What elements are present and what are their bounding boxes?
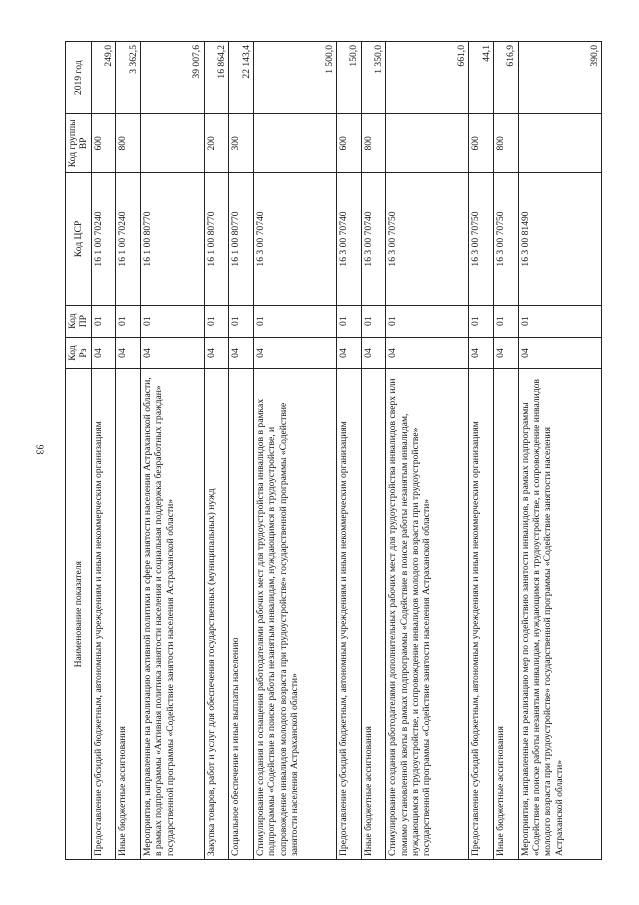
cell-rz: 04 [386, 337, 469, 369]
cell-vr: 800 [494, 114, 519, 173]
cell-amount: 16 864,2 [204, 42, 229, 114]
cell-vr: 200 [204, 114, 229, 173]
cell-vr [253, 114, 336, 173]
header-csr: Код ЦСР [66, 173, 92, 305]
cell-rz: 04 [469, 337, 494, 369]
cell-csr: 16 3 00 70740 [337, 173, 362, 305]
cell-csr: 16 3 00 70740 [361, 173, 386, 305]
header-year: 2019 год [66, 42, 92, 114]
cell-csr: 16 3 00 81490 [518, 173, 601, 305]
header-name: Наименование показателя [66, 369, 92, 860]
cell-vr: 600 [91, 114, 116, 173]
cell-amount: 22 143,4 [229, 42, 254, 114]
cell-vr: 600 [469, 114, 494, 173]
cell-csr: 16 3 00 70740 [253, 173, 336, 305]
cell-csr: 16 3 00 70750 [386, 173, 469, 305]
cell-name: Мероприятия, направленные на реализацию активной политики в сфере занятости населения Астраханской области, в рамках подпрограммы «Активная политика занятости населения и социальная поддержка безработных граждан» государственной программы «Содействие занятости населения Астраханской области» [140, 369, 204, 860]
cell-name: Мероприятия, направленные на реализацию мер по содействию занятости инвалидов, в рамках подпрограммы «Содействие в поиске работы незанятым инвалидам, нуждающимся в трудоустройстве, и сопровождение инвалидов молодого возраста при трудоустройстве» государственной программы «Содействие занятости населения Астраханской области» [518, 369, 601, 860]
cell-csr: 16 1 00 70240 [91, 173, 116, 305]
cell-vr [386, 114, 469, 173]
cell-csr: 16 1 00 70240 [116, 173, 141, 305]
cell-name: Предоставление субсидий бюджетным, автономным учреждениям и иным некоммерческим организациям [469, 369, 494, 860]
table-row [116, 42, 141, 860]
cell-name: Социальное обеспечение и иные выплаты населению [229, 369, 254, 860]
cell-pr: 01 [229, 305, 254, 337]
cell-pr: 01 [386, 305, 469, 337]
cell-csr: 16 1 00 80770 [204, 173, 229, 305]
cell-csr: 16 3 00 70750 [494, 173, 519, 305]
cell-vr [518, 114, 601, 173]
cell-vr: 600 [337, 114, 362, 173]
cell-vr: 300 [229, 114, 254, 173]
cell-amount: 1 500,0 [253, 42, 336, 114]
cell-rz: 04 [518, 337, 601, 369]
table-row [518, 42, 601, 860]
cell-amount: 39 007,6 [140, 42, 204, 114]
cell-rz: 04 [361, 337, 386, 369]
budget-table [65, 41, 602, 860]
cell-name: Стимулирование создания и оснащения работодателями рабочих мест для трудоустройства инвалидов в рамках подпрограммы «Содействие в поиске работы незанятым инвалидам, нуждающимся в трудоустройстве, и сопровождение инвалидов молодого возраста при трудоустройстве» государственной программы «Содействие занятости населения Астраханской области» [253, 369, 336, 860]
cell-pr: 01 [469, 305, 494, 337]
table-row [253, 42, 336, 860]
cell-amount: 616,9 [494, 42, 519, 114]
cell-pr: 01 [361, 305, 386, 337]
table-row [494, 42, 519, 860]
cell-pr: 01 [91, 305, 116, 337]
cell-pr: 01 [494, 305, 519, 337]
header-rz: Код Рз [66, 337, 92, 369]
cell-pr: 01 [337, 305, 362, 337]
table-row [91, 42, 116, 860]
table-row [204, 42, 229, 860]
cell-amount: 150,0 [337, 42, 362, 114]
header-pr: Код ПР [66, 305, 92, 337]
cell-csr: 16 3 00 70750 [469, 173, 494, 305]
cell-rz: 04 [229, 337, 254, 369]
table-row [337, 42, 362, 860]
cell-csr: 16 1 00 80770 [140, 173, 204, 305]
cell-amount: 661,0 [386, 42, 469, 114]
cell-pr: 01 [204, 305, 229, 337]
table-row [469, 42, 494, 860]
cell-amount: 390,0 [518, 42, 601, 114]
cell-rz: 04 [140, 337, 204, 369]
cell-pr: 01 [140, 305, 204, 337]
cell-name: Закупка товаров, работ и услуг для обеспечения государственных (муниципальных) нужд [204, 369, 229, 860]
cell-amount: 3 362,5 [116, 42, 141, 114]
cell-rz: 04 [253, 337, 336, 369]
cell-rz: 04 [494, 337, 519, 369]
cell-amount: 44,1 [469, 42, 494, 114]
table-row [229, 42, 254, 860]
cell-name: Стимулирование создания работодателями дополнительных рабочих мест для трудоустройства инвалидов сверх или помимо установленной квоты в рамках подпрограммы «Содействие в поиске работы незанятым инвалидам, нуждающимся в трудоустройстве, и сопровождение инвалидов молодого возраста при трудоустройстве» государственной программы «Содействие занятости населения Астраханской области» [386, 369, 469, 860]
cell-csr: 16 1 00 80770 [229, 173, 254, 305]
cell-amount: 249,0 [91, 42, 116, 114]
table-row [386, 42, 469, 860]
cell-name: Иные бюджетные ассигнования [361, 369, 386, 860]
cell-name: Иные бюджетные ассигнования [116, 369, 141, 860]
cell-pr: 01 [518, 305, 601, 337]
table-row [361, 42, 386, 860]
cell-rz: 04 [337, 337, 362, 369]
cell-vr [140, 114, 204, 173]
cell-rz: 04 [116, 337, 141, 369]
table-row [140, 42, 204, 860]
cell-vr: 800 [361, 114, 386, 173]
cell-name: Иные бюджетные ассигнования [494, 369, 519, 860]
cell-name: Предоставление субсидий бюджетным, автономным учреждениям и иным некоммерческим организациям [91, 369, 116, 860]
cell-pr: 01 [253, 305, 336, 337]
header-vr: Код группы ВР [66, 114, 92, 173]
table-header-row [66, 42, 92, 860]
cell-pr: 01 [116, 305, 141, 337]
page-number: 93 [33, 444, 45, 455]
cell-amount: 1 350,0 [361, 42, 386, 114]
cell-vr: 800 [116, 114, 141, 173]
cell-rz: 04 [91, 337, 116, 369]
rotated-page-content [65, 41, 602, 860]
cell-name: Предоставление субсидий бюджетным, автономным учреждениям и иным некоммерческим организациям [337, 369, 362, 860]
cell-rz: 04 [204, 337, 229, 369]
